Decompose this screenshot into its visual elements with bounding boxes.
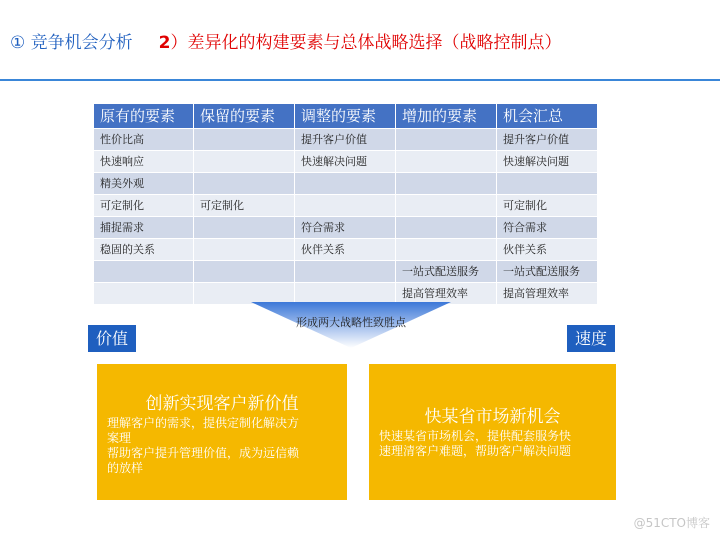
table-row <box>94 261 597 282</box>
card-line: 案理 <box>107 431 132 445</box>
table-cell <box>194 283 294 304</box>
table-header-row <box>94 104 597 128</box>
table-cell: 性价比高 <box>94 129 193 150</box>
funnel-label: 形成两大战略性致胜点 <box>296 316 406 329</box>
table-cell: 快速解决问题 <box>295 151 395 172</box>
table-cell: 一站式配送服务 <box>396 261 496 282</box>
card-line: 的放样 <box>107 461 144 475</box>
speed-card <box>369 364 616 500</box>
table-cell <box>194 217 294 238</box>
table-cell <box>194 151 294 172</box>
column-header: 保留的要素 <box>194 104 294 128</box>
card-line: 快速某省市场机会，提供配套服务快 <box>379 429 572 443</box>
table-row <box>94 239 597 260</box>
table-cell <box>396 195 496 216</box>
table-cell: 可定制化 <box>497 195 597 216</box>
column-header: 增加的要素 <box>396 104 496 128</box>
table-cell: 伙伴关系 <box>295 239 395 260</box>
table-cell: 快速解决问题 <box>497 151 597 172</box>
header <box>0 0 720 80</box>
table-cell: 稳固的关系 <box>94 239 193 260</box>
table-row <box>94 151 597 172</box>
table-cell <box>94 283 193 304</box>
table-cell <box>295 173 395 194</box>
column-header: 调整的要素 <box>295 104 395 128</box>
table-cell: 符合需求 <box>295 217 395 238</box>
table-row <box>94 129 597 150</box>
table-row <box>94 283 597 304</box>
table-cell <box>295 283 395 304</box>
table-cell <box>194 239 294 260</box>
card-line: 理解客户的需求，提供定制化解决方 <box>107 416 300 430</box>
speed-tag: 速度 <box>567 325 615 352</box>
watermark: @51CTO博客 <box>633 516 710 530</box>
column-header: 原有的要素 <box>94 104 193 128</box>
table-cell <box>396 217 496 238</box>
card-line: 速理清客户难题，帮助客户解决问题 <box>379 444 572 458</box>
table-row <box>94 195 597 216</box>
table-cell: 可定制化 <box>194 195 294 216</box>
value-tag: 价值 <box>88 325 136 352</box>
table-cell: 一站式配送服务 <box>497 261 597 282</box>
table-cell <box>396 129 496 150</box>
table-cell: 提高管理效率 <box>396 283 496 304</box>
table-cell: 伙伴关系 <box>497 239 597 260</box>
title-part-one: ① 竞争机会分析 <box>10 33 133 53</box>
table-cell: 提升客户价值 <box>295 129 395 150</box>
table-cell: 提高管理效率 <box>497 283 597 304</box>
card-title: 创新实现客户新价值 <box>145 394 299 414</box>
table-cell: 捕捉需求 <box>94 217 193 238</box>
table-row <box>94 217 597 238</box>
table-cell <box>194 261 294 282</box>
title-part-two: ）差异化的构建要素与总体战略选择（战略控制点） <box>170 33 562 53</box>
table-cell: 符合需求 <box>497 217 597 238</box>
table-cell <box>295 261 395 282</box>
page-title <box>10 28 562 53</box>
table-cell <box>396 173 496 194</box>
value-card <box>97 364 347 500</box>
factors-table <box>93 103 598 305</box>
table-cell <box>194 173 294 194</box>
table-cell <box>396 239 496 260</box>
card-line: 帮助客户提升管理价值，成为远信赖 <box>107 446 300 460</box>
table-cell: 精美外观 <box>94 173 193 194</box>
title-number: 2 <box>158 33 171 53</box>
card-title: 快某省市场新机会 <box>424 407 561 427</box>
table-cell <box>94 261 193 282</box>
table-row <box>94 173 597 194</box>
column-header: 机会汇总 <box>497 104 597 128</box>
table-cell <box>396 151 496 172</box>
table-cell: 可定制化 <box>94 195 193 216</box>
table-cell <box>497 173 597 194</box>
table-cell <box>295 195 395 216</box>
table-cell: 快速响应 <box>94 151 193 172</box>
table-cell <box>194 129 294 150</box>
table-cell: 提升客户价值 <box>497 129 597 150</box>
header-divider <box>0 79 720 81</box>
